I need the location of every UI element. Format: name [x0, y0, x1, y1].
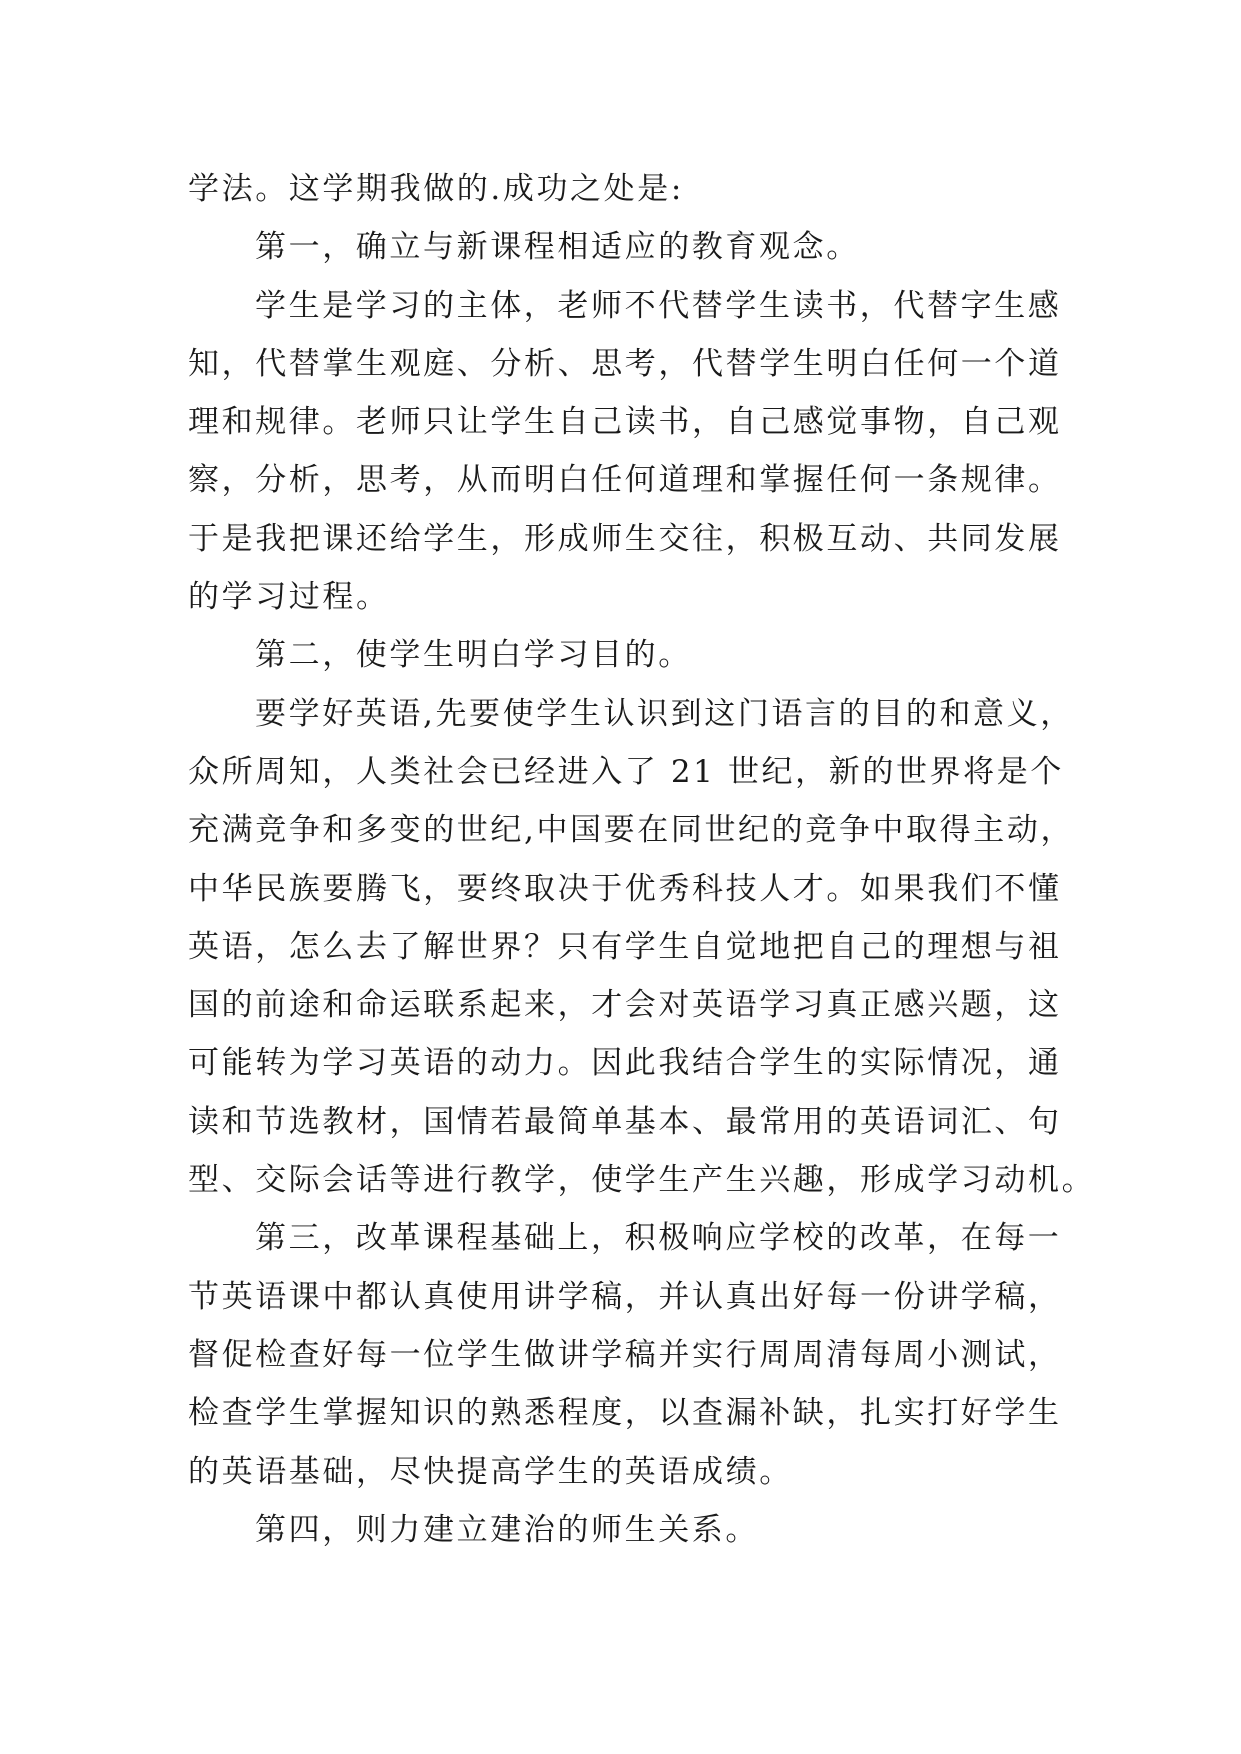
text-line: 可能转为学习英语的动力。因此我结合学生的实际情况，通 [188, 1045, 1062, 1082]
text-line: 知，代替掌生观庭、分析、思考，代替学生明白任何一个道 [188, 345, 1062, 382]
section-heading: 第一，确立与新课程相适应的教育观念。 [255, 229, 860, 266]
text-line: 于是我把课还给学生，形成师生交往，积极互动、共同发展 [188, 520, 1062, 557]
text-line: 察，分析，思考，从而明白任何道理和掌握任何一条规律。 [188, 462, 1062, 499]
text-line: 节英语课中都认真使用讲学稿，并认真出好每一份讲学稿， [188, 1278, 1062, 1315]
text-line: 督促检查好每一位学生做讲学稿并实行周周清每周小测试， [188, 1336, 1062, 1373]
text-line: 国的前途和命运联系起来，才会对英语学习真正感兴题，这 [188, 987, 1062, 1024]
section-heading: 第四，则力建立建治的师生关系。 [255, 1511, 759, 1548]
text-line: 充满竞争和多变的世纪,中国要在同世纪的竞争中取得主动， [188, 812, 1075, 849]
section-heading: 第二，使学生明白学习目的。 [255, 637, 692, 674]
text-line: 的英语基础，尽快提高学生的英语成绩。 [188, 1453, 793, 1490]
text-line: 中华民族要腾飞，要终取决于优秀科技人才。如果我们不懂 [188, 870, 1062, 907]
text-line: 检查学生掌握知识的熟悉程度，以查漏补缺，扎实打好学生 [188, 1395, 1062, 1432]
text-line: 读和节选教材，国情若最简单基本、最常用的英语词汇、句 [188, 1103, 1062, 1140]
text-line: 理和规律。老师只让学生自己读书，自己感觉事物，自己观 [188, 404, 1062, 441]
text-line: 的学习过程。 [188, 579, 390, 616]
text-line: 学法。这学期我做的.成功之处是: [188, 171, 684, 207]
text-line: 英语，怎么去了解世界？只有学生自觉地把自己的理想与祖 [188, 928, 1062, 965]
text-line: 型、交际会话等进行教学，使学生产生兴趣，形成学习动机。 [188, 1162, 1096, 1199]
document-body [188, 160, 1096, 1559]
text-line: 要学好英语,先要使学生认识到这门语言的目的和意义， [255, 695, 1074, 732]
text-line: 众所周知，人类社会已经进入了 21 世纪，新的世界将是个 [188, 753, 1064, 790]
text-line: 学生是学习的主体，老师不代替学生读书，代替字生感 [255, 287, 1062, 324]
section-heading: 第三，改革课程基础上，积极响应学校的改革，在每一 [255, 1220, 1062, 1257]
